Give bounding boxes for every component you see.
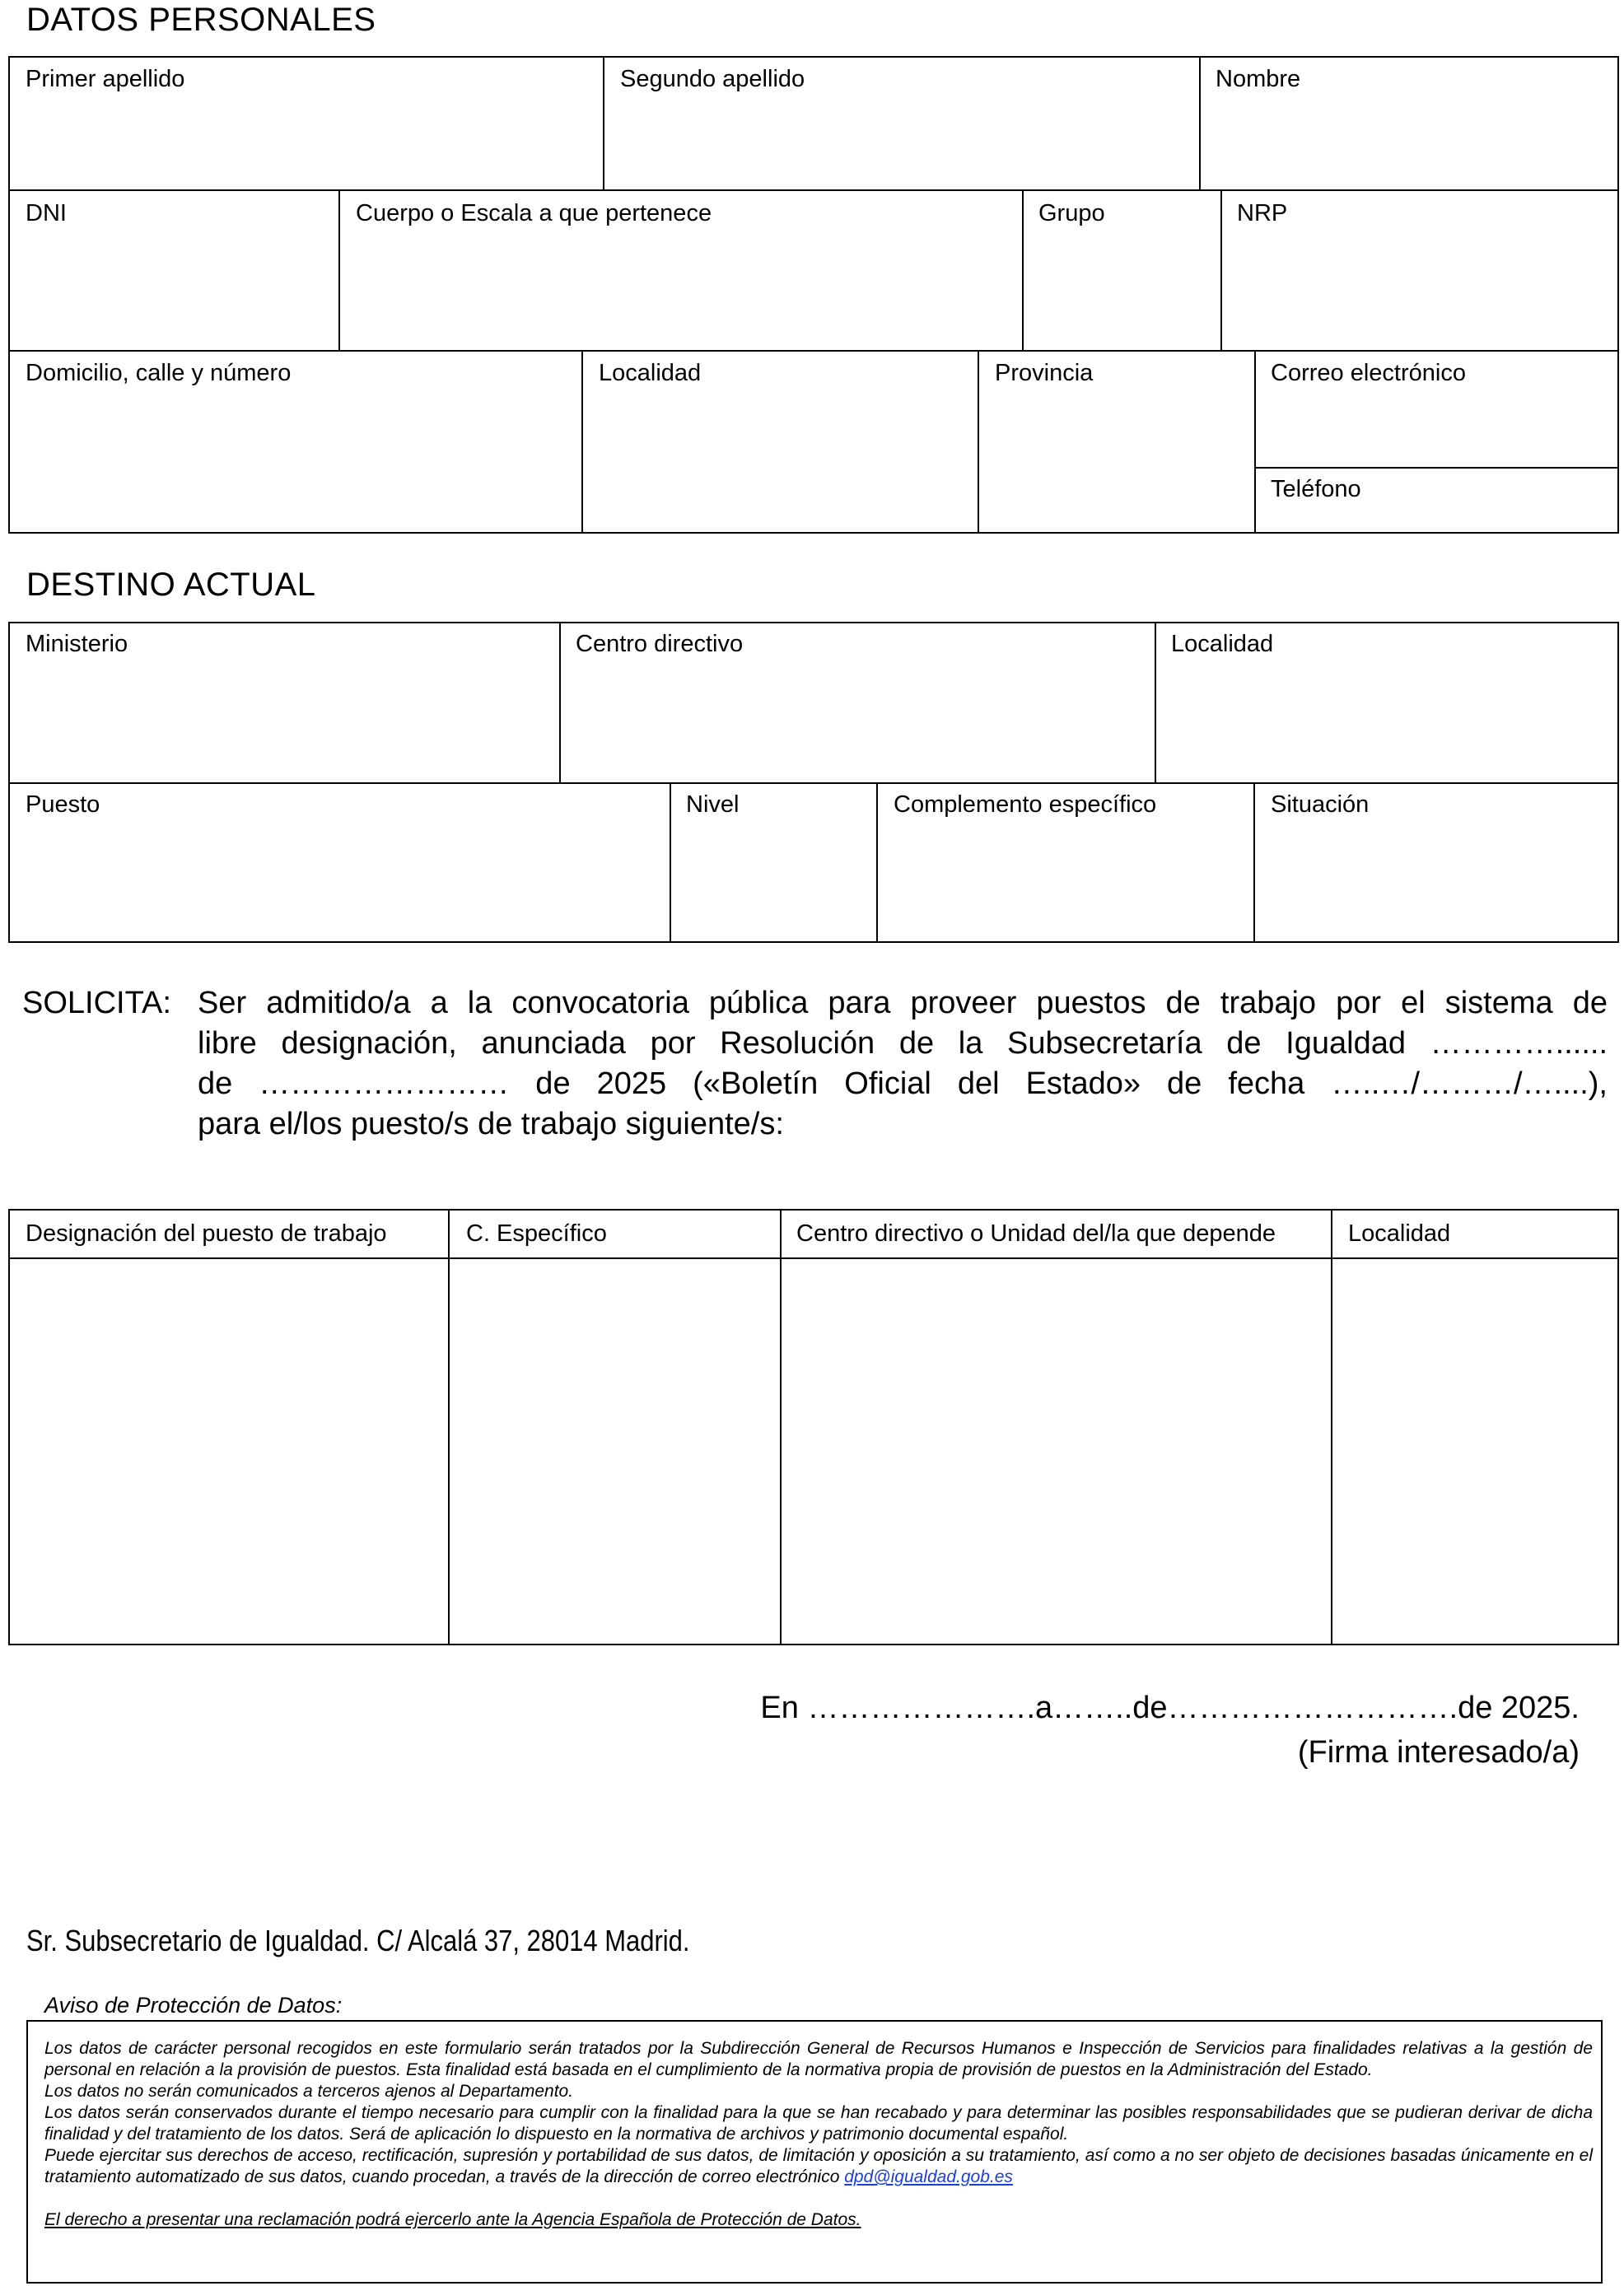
email-link[interactable]: dpd@igualdad.gob.es (844, 2167, 1013, 2186)
divider (559, 622, 561, 782)
solicita-label: SOLICITA: (22, 986, 171, 1020)
solicita-line-3: de …………………… de 2025 («Boletín Oficial del Estado» de fecha …..…/………/…....), (198, 1066, 1608, 1101)
solicita-line-4: para el/los puesto/s de trabajo siguiente/s: (198, 1107, 784, 1141)
field-primer-apellido[interactable]: Primer apellido (26, 66, 185, 92)
column-header-c-especifico: C. Específico (466, 1220, 607, 1247)
input-centro-directivo[interactable] (782, 1259, 1329, 1644)
divider (603, 56, 604, 189)
divider (978, 350, 979, 534)
aviso-p4-text: Puede ejercitar sus derechos de acceso, rectificación, supresión y portabilidad de sus datos, de limitación y oposición a su tratamiento, así como a no ser objeto de decisiones basadas únicamente en el tratamiento automatizado de sus datos, cuando procedan, a través de la dirección de correo electrónico (44, 2146, 1593, 2186)
column-header-localidad: Localidad (1348, 1220, 1451, 1247)
field-localidad[interactable]: Localidad (599, 360, 702, 386)
datos-personales-box (8, 56, 1619, 534)
divider (1199, 56, 1201, 189)
divider (1022, 189, 1024, 350)
field-provincia[interactable]: Provincia (995, 360, 1094, 386)
field-correo-electronico[interactable]: Correo electrónico (1271, 360, 1466, 386)
field-segundo-apellido[interactable]: Segundo apellido (620, 66, 805, 92)
divider (876, 782, 878, 943)
input-c-especifico[interactable] (450, 1259, 778, 1644)
firma-lugar-fecha[interactable]: En ………………….a……..de……………………….de 2025. (760, 1691, 1580, 1725)
field-centro-directivo[interactable]: Centro directivo (576, 631, 744, 657)
firma-caption: (Firma interesado/a) (1297, 1735, 1580, 1770)
field-localidad-destino[interactable]: Localidad (1171, 631, 1274, 657)
divider (581, 350, 583, 534)
field-ministerio[interactable]: Ministerio (26, 631, 128, 657)
field-nivel[interactable]: Nivel (686, 791, 740, 818)
field-domicilio[interactable]: Domicilio, calle y número (26, 360, 292, 386)
column-header-designacion: Designación del puesto de trabajo (26, 1220, 387, 1247)
section-title-datos-personales: DATOS PERSONALES (26, 2, 376, 38)
field-complemento-especifico[interactable]: Complemento específico (894, 791, 1157, 818)
aviso-p1: Los datos de carácter personal recogidos en este formulario serán tratados por la Subdirección General de Recursos Humanos e Inspección de Servicios para finalidades relativas a la gestión de personal en relación a la provisión de puestos. Esta finalidad está basada en el cumplimiento de la normativa propia de provisión de puestos en la Administración del Estado. (44, 2039, 1593, 2079)
input-designacion[interactable] (10, 1259, 446, 1644)
divider (670, 782, 671, 943)
divider (1253, 782, 1255, 943)
divider (8, 189, 1619, 191)
aviso-title: Aviso de Protección de Datos: (44, 1993, 343, 2018)
field-telefono[interactable]: Teléfono (1271, 476, 1361, 502)
solicita-line-2: libre designación, anunciada por Resolución de la Subsecretaría de Igualdad …………...... (198, 1026, 1608, 1061)
divider (1254, 467, 1619, 469)
aviso-p4 (44, 2145, 1593, 2188)
field-dni[interactable]: DNI (26, 200, 67, 226)
field-situacion[interactable]: Situación (1271, 791, 1370, 818)
aviso-text (44, 2038, 1593, 2231)
divider (1155, 622, 1156, 782)
divider (338, 189, 340, 350)
field-grupo[interactable]: Grupo (1038, 200, 1105, 226)
section-title-destino-actual: DESTINO ACTUAL (26, 567, 316, 603)
field-nombre[interactable]: Nombre (1216, 66, 1301, 92)
destinatario: Sr. Subsecretario de Igualdad. C/ Alcalá 37, 28014 Madrid. (26, 1924, 690, 1957)
column-header-centro-directivo: Centro directivo o Unidad del/la que depende (796, 1220, 1276, 1247)
field-nrp[interactable]: NRP (1237, 200, 1288, 226)
aviso-p5: El derecho a presentar una reclamación podrá ejercerlo ante la Agencia Española de Protección de Datos. (44, 2210, 861, 2229)
solicita-line-1: Ser admitido/a a la convocatoria pública para proveer puestos de trabajo por el sistema de (198, 986, 1608, 1020)
input-localidad[interactable] (1332, 1259, 1617, 1644)
field-puesto[interactable]: Puesto (26, 791, 100, 818)
aviso-p3: Los datos serán conservados durante el tiempo necesario para cumplir con la finalidad para la que se han recabado y para determinar las posibles responsabilidades que se pudieran derivar de dicha finalidad y del tratamiento de los datos. Será de aplicación lo dispuesto en la normativa de archivos y patrimonio documental español. (44, 2103, 1593, 2144)
field-cuerpo-escala[interactable]: Cuerpo o Escala a que pertenece (356, 200, 712, 226)
divider (8, 350, 1619, 352)
aviso-p2: Los datos no serán comunicados a terceros ajenos al Departamento. (44, 2082, 574, 2101)
divider (1254, 350, 1256, 534)
divider (1220, 189, 1222, 350)
divider (8, 782, 1619, 784)
